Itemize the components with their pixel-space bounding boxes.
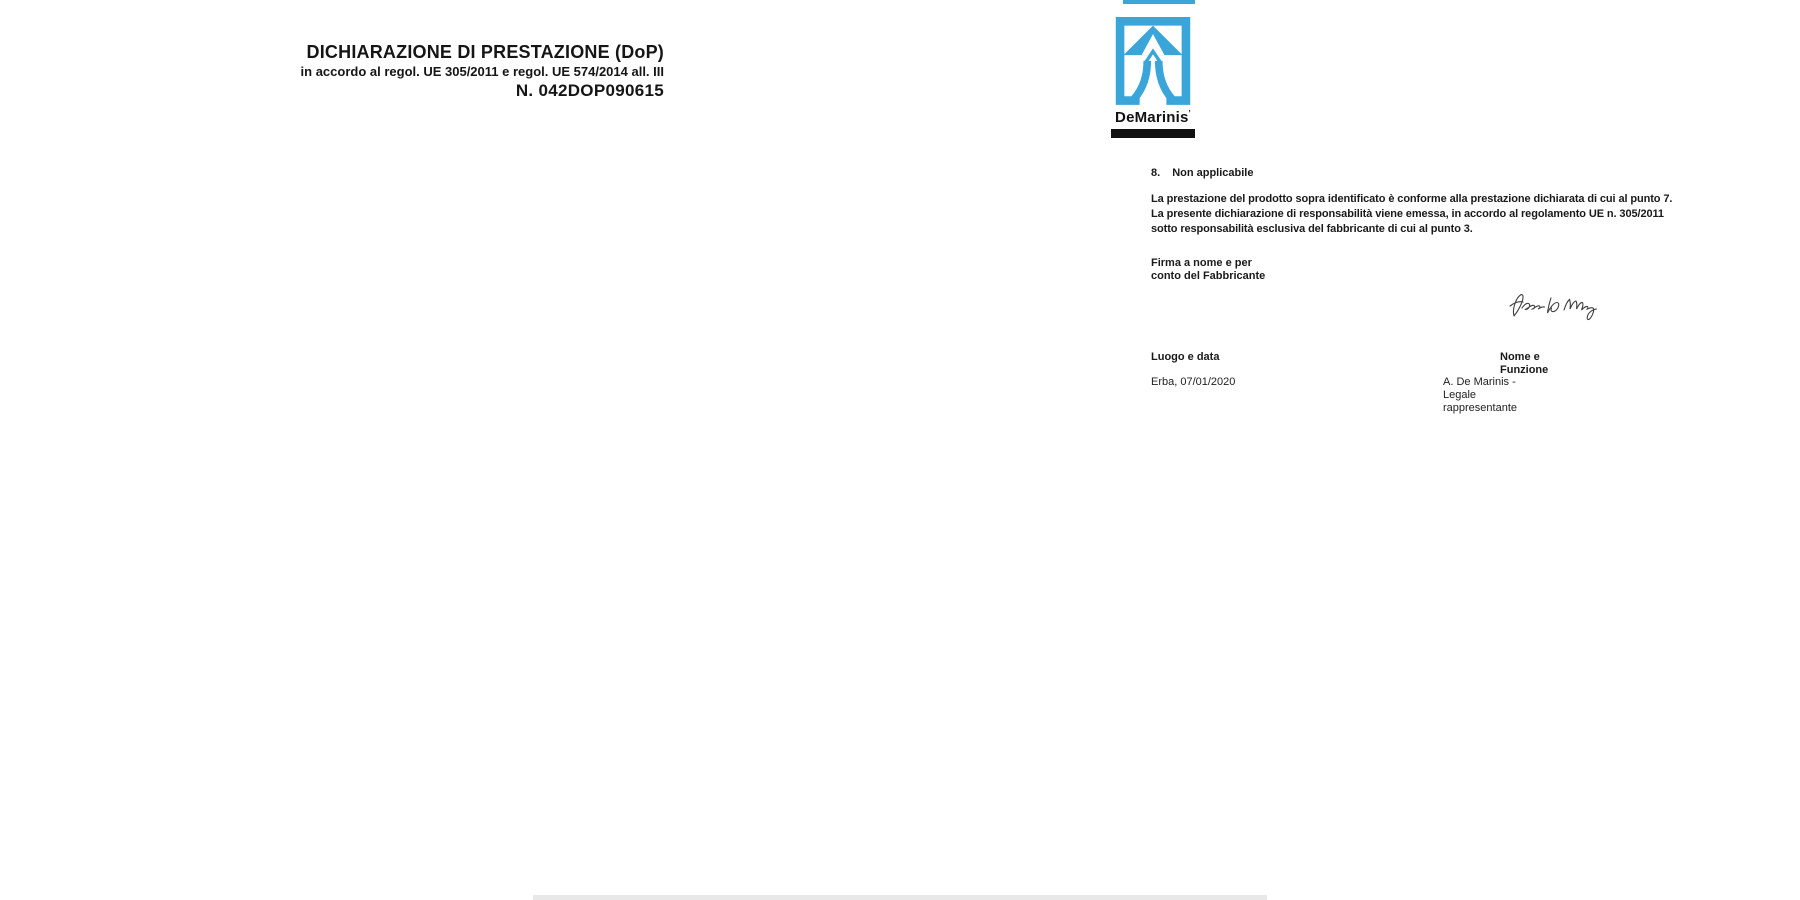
handwritten-signature-image [1508, 287, 1613, 325]
document-number: N. 042DOP090615 [515, 81, 664, 100]
name-function-value: A. De Marinis - Legale rappresentante [1443, 376, 1517, 414]
company-logo [1111, 13, 1195, 138]
document-header [144, 41, 664, 100]
logo-wordmark-text: DeMarinis [1115, 109, 1189, 126]
logo-trademark-mark: ’ [1188, 109, 1191, 118]
paragraph-line-3: sotto responsabilità esclusiva del fabbricante di cui al punto 3. [1151, 223, 1473, 235]
document-subtitle: in accordo al regol. UE 305/2011 e regol. UE 574/2014 all. III [300, 64, 664, 79]
paragraph-line-1: La prestazione del prodotto sopra identificato è conforme alla prestazione dichiarata di cui al punto 7. [1151, 193, 1673, 205]
section-8-item [1151, 167, 1253, 180]
demarinis-house-arrow-icon [1111, 13, 1195, 105]
document-page [300, 0, 1673, 900]
place-date-value: Erba, 07/01/2020 [1151, 376, 1236, 388]
section-8-text: Non applicabile [1172, 167, 1254, 179]
document-title: DICHIARAZIONE DI PRESTAZIONE (DoP) [306, 42, 664, 62]
logo-wordmark [1111, 110, 1195, 125]
paragraph-line-2: La presente dichiarazione di responsabilità viene emessa, in accordo al regolamento UE n. 305/2011 [1151, 208, 1664, 220]
logo-underline-bar [1111, 129, 1195, 138]
name-function-label: Nome e Funzione [1500, 351, 1549, 376]
signature-caption: Firma a nome e per conto del Fabbricante [1151, 257, 1266, 282]
place-date-label: Luogo e data [1151, 351, 1220, 363]
cutoff-blue-strip [1123, 0, 1195, 4]
declaration-paragraph [1151, 192, 1672, 237]
section-8-number: 8. [1151, 167, 1161, 179]
